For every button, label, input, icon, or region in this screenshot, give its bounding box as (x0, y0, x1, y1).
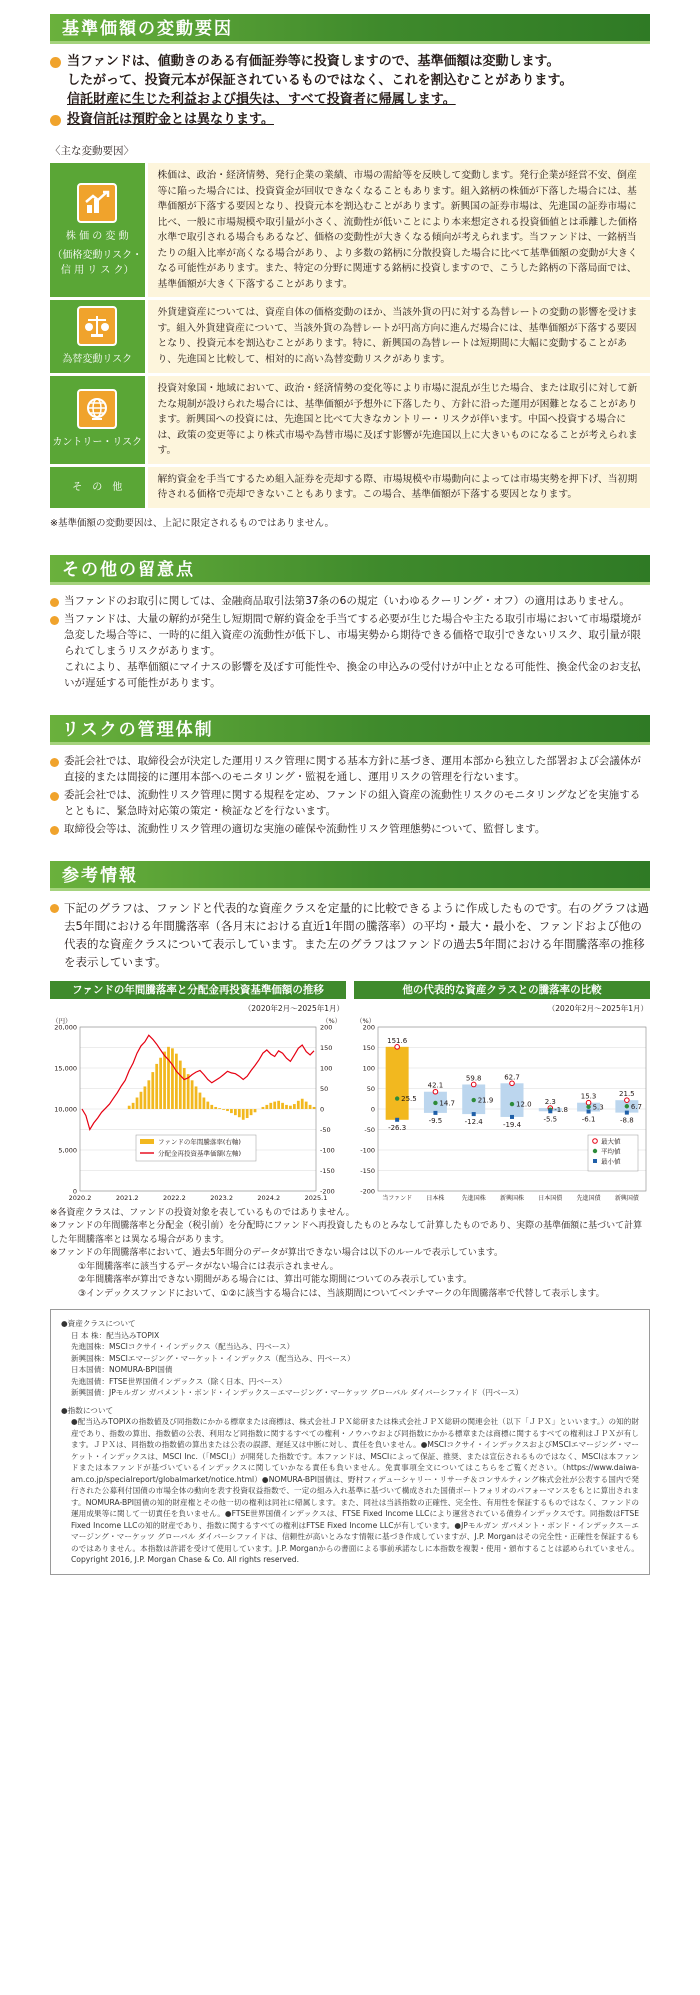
y-tick-left: 0 (72, 1187, 77, 1195)
return-bar (132, 1102, 135, 1108)
return-bar (309, 1104, 312, 1108)
avg-label: 12.0 (516, 1100, 532, 1109)
globe-icon (77, 389, 117, 429)
avg-label: -1.8 (554, 1105, 568, 1114)
y-tick: -100 (360, 1146, 375, 1154)
bullet-cooling-off: 当ファンドのお取引に関しては、金融商品取引法第37条の6の規定（いわゆるクーリング・オフ）の適用はありません。 (50, 593, 650, 609)
avg-label: 21.9 (477, 1096, 494, 1105)
return-bar (183, 1068, 186, 1109)
max-marker (433, 1089, 438, 1094)
y-tick-left: 5,000 (58, 1146, 77, 1154)
max-marker (586, 1100, 591, 1105)
y-tick-right: 50 (320, 1084, 329, 1093)
return-bar (179, 1060, 182, 1108)
x-tick-label: 2024.2 (257, 1193, 281, 1201)
return-bar (238, 1109, 241, 1117)
max-label: 21.5 (619, 1089, 635, 1098)
min-label: -19.4 (502, 1120, 522, 1129)
section-title: リスクの管理体制 (62, 719, 214, 740)
max-marker (471, 1082, 476, 1087)
return-bar (144, 1086, 147, 1109)
legend-swatch-min (593, 1159, 597, 1163)
return-bar (250, 1109, 253, 1115)
return-bar (136, 1097, 139, 1108)
chart-period: （2020年2月～2025年1月） (547, 1003, 648, 1013)
return-bar (234, 1109, 237, 1115)
section-title: 基準価額の変動要因 (62, 19, 233, 39)
avg-marker (395, 1096, 399, 1100)
max-label: 151.6 (387, 1036, 408, 1045)
chart-title: ファンドの年間騰落率と分配金再投資基準価額の推移 (50, 981, 346, 999)
max-marker (395, 1044, 400, 1049)
bullet-risk-2: 委託会社では、流動性リスク管理に関する規程を定め、ファンドの組入資産の流動性リスクのモニタリングなどを実施するとともに、緊急時対応策の策定・検証などを行ないます。 (50, 787, 650, 819)
section-header-risk-management (50, 715, 650, 745)
return-bar (155, 1063, 158, 1108)
subhead-main-factors: 〈主な変動要因〉 (50, 145, 134, 157)
y-tick: 100 (362, 1064, 375, 1072)
return-bar (273, 1101, 276, 1108)
fund-chart-svg (50, 1015, 346, 1201)
category-label: 当ファンド (382, 1194, 413, 1201)
section-header-other-notes (50, 555, 650, 585)
chart-fund (50, 981, 346, 1201)
bullet-liquidity: 当ファンドは、大量の解約が発生し短期間で解約資金を手当てする必要が生じた場合や主たる取引市場において市場環境が急変した場合等に、一時的に組入資産の流動性が低下し、市場実勢から期待できる価格で取引できないリスク、取引量が限られてしまうリスクがあります。 これにより、基準価額にマイナスの影響を及ぼす可能性や、換金の申込みの受付けが中止となる可能性、換金代金のお支払いが遅延する可能性があります。 (50, 611, 650, 691)
note-factors: ※基準価額の変動要因は、上記に限定されるものではありません。 (50, 517, 335, 529)
return-bar (293, 1104, 296, 1109)
max-label: 62.7 (504, 1072, 520, 1081)
avg-label: 25.5 (401, 1094, 417, 1103)
legend-swatch-max (593, 1138, 598, 1143)
return-bar (163, 1051, 166, 1108)
risk-row-fx: 為替変動リスク 外貨建資産については、資産自体の価格変動のほか、当該外貨の円に対する為替レートの変動の影響を受けます。組入外貨建資産について、当該外貨の為替レートが円高方向に進んだ場合には、基準価額が下落する要因となり、投資元本を割込むことがあります。特に、新興国の為替レートは短期間に大幅に変動することがあり、先進国と比較して、相対的に高い為替変動リスクがあります。 (50, 299, 650, 375)
max-marker (510, 1080, 515, 1085)
return-bar (262, 1106, 265, 1108)
chart-comparison (354, 981, 650, 1201)
return-bar (187, 1074, 190, 1109)
return-bar (218, 1108, 221, 1109)
return-bar (195, 1086, 198, 1109)
legend-label-max: 最大値 (601, 1137, 621, 1145)
risk-row-stock: 株 価 の 変 動 （価格変動リスク・ 信 用 リ ス ク） 株価は、政治・経済情勢、発行企業の業績、市場の需給等を反映して変動します。発行企業が経営不安、倒産等に陥った場合には、投資資金が回収できなくなることもあります。組入銘柄の株価が下落した場合には、基準価額が下落する要因となり、投資元本を割込むことがあります。新興国の証券市場は、先進国の証券市場に比べ、一般に市場規模や取引量が小さく、流動性が低いことにより本来想定される投資価値とは乖離した価格水準で取引される場合もあるなど、価格の変動性が大きくなる傾向が考えられます。当ファンドは、一銘柄当たりの組入比率が高くなる場合があり、より多数の銘柄に分散投資した場合に比べて基準価額の変動が大きくなる可能性があります。また、特定の分野に関連する銘柄に投資しますので、こうした銘柄の下落局面では、基準価額が大きく下落することがあります。 (50, 163, 650, 299)
return-bar (159, 1057, 162, 1108)
currency-scale-icon (77, 306, 117, 346)
return-bar (254, 1109, 257, 1112)
min-marker (433, 1110, 437, 1114)
avg-label: 14.7 (439, 1098, 456, 1107)
legend-swatch-avg (593, 1148, 597, 1152)
legend-swatch-bar (140, 1139, 154, 1144)
section-header-price-factors (50, 14, 650, 44)
return-bar (206, 1101, 209, 1108)
min-marker (395, 1117, 399, 1121)
min-label: -9.5 (428, 1116, 443, 1125)
min-marker (625, 1110, 629, 1114)
section-title: 参考情報 (62, 865, 138, 886)
return-bar (175, 1053, 178, 1108)
bullet-price-volatility: 当ファンドは、値動きのある有価証券等に投資しますので、基準価額は変動します。 したがって、投資元本が保証されているものではなく、これを割込むことがあります。 信託財産に生じた利益および損失は、すべて投資者に帰属します。 (50, 52, 650, 109)
chart-title: 他の代表的な資産クラスとの騰落率の比較 (354, 981, 650, 999)
return-bar (214, 1106, 217, 1108)
return-bar (281, 1102, 284, 1108)
bullet-risk-3: 取締役会等は、流動性リスク管理の適切な実施の確保や流動性リスク管理態勢について、監督します。 (50, 821, 650, 837)
avg-marker (586, 1104, 590, 1108)
index-info-box: ●資産クラスについて 日 本 株：配当込みTOPIX 先進国株：MSCIコクサイ・インデックス（配当込み、円ベース） 新興国株：MSCIエマージング・マーケット・インデックス（配当込み、円ベース） 日本国債：NOMURA-BPI国債 先進国債：FTSE世界国債インデックス（除く日本、円ベース） 新興国債：JPモルガン ガバメント・ボンド・インデックス－エマージング・マーケッツ グローバル ダイバーシファイド（円ベース） ●指数について ●配当込みTOPIXの指数値及び同指数にかかる標章または商標は、株式会社ＪＰＸ総研または株式会社ＪＰＸ総研の関連会社（以下「ＪＰＸ」といいます。）の知的財産であり、指数の算出、指数値の公表、利用など同指数に関するすべての権利・ノウハウおよび同指数にかかる標章または商標に関するすべての権利はＪＰＸが有します。ＪＰＸは、同指数の指数値の算出または公表の誤謬、遅延又は中断に対し、責任を負いません。●MSCIコクサイ・インデックスおよびMSCIエマージング・マーケット・インデックスは、MSCI Inc.（「MSCI」）が開発した指数です。本ファンドは、MSCIによって保証、推奨、または宣伝されるものではなく、MSCIは本ファンドまたは本ファンドが基づいているインデックスに関していかなる責任も負いません。免責事項全文についてはこちらをご覧ください。（https://www.daiwa-am.co.jp/specialreport/globalmarket/notice.html）●NOMURA-BPI国債は、野村フィデューシャリー・リサーチ＆コンサルティング株式会社が公表する国内で発行された公募利付国債の市場全体の動向を表す投資収益指数で、一定の組み入れ基準に基づいて構成された国債ポートフォリオのパフォーマンスをもとに算出されます。NOMURA-BPI国債の知的財産権とその他一切の権利は同社に帰属します。また、同社は当該指数の正確性、完全性、有用性を保証するものではなく、ファンドの運用成果等に関して一切責任を負いません。●FTSE世界国債インデックスは、FTSE Fixed Income LLCにより運営されている債券インデックスです。同指数はFTSE Fixed Income LLCの知的財産であり、指数に関するすべての権利はFTSE Fixed Income LLCが有しています。●JPモルガン ガバメント・ボンド・インデックス－エマージング・マーケッツ グローバル ダイバーシファイドは、信頼性が高いとみなす情報に基づき作成していますが、J.P. Morganはその完全性・正確性を保証するものではありません。本指数は許諾を受けて使用しています。J.P. Morganからの書面による事前承諾なしに本指数を複製・使用・頒布することは認められていません。Copyright 2016, J.P. Morgan Chase & Co. All rights reserved. (50, 1309, 650, 1575)
return-bar (191, 1080, 194, 1109)
return-bar (269, 1102, 272, 1108)
return-bar (313, 1106, 316, 1108)
y-tick: -50 (364, 1125, 375, 1134)
y-tick-right: -100 (320, 1146, 335, 1154)
y-tick: 0 (370, 1105, 375, 1113)
y-tick-left: 15,000 (54, 1064, 77, 1072)
min-marker (587, 1109, 591, 1113)
return-bar (230, 1109, 233, 1113)
avg-marker (510, 1101, 514, 1105)
y-tick-right: 150 (320, 1043, 333, 1052)
x-tick-label: 2020.2 (68, 1193, 92, 1201)
return-bar (147, 1080, 150, 1109)
y-tick: -150 (360, 1166, 375, 1175)
charts-row (50, 981, 650, 1201)
return-bar (151, 1072, 154, 1109)
y-tick: 200 (362, 1023, 375, 1031)
y-tick-right: 100 (320, 1064, 333, 1072)
y-unit-right: （%） (322, 1016, 342, 1025)
max-marker (625, 1097, 630, 1102)
risk-row-other: そ の 他 解約資金を手当てするため組入証券を売却する際、市場規模や市場動向によっては市場実勢を押下げ、当初期待される価格で売却できないこともあります。この場合、基準価額が下落する要因となります。 (50, 465, 650, 509)
return-bar (305, 1101, 308, 1108)
return-bar (285, 1104, 288, 1108)
y-unit: （%） (356, 1016, 376, 1025)
category-label: 先進国株 (461, 1194, 486, 1201)
comparison-chart-svg (354, 1015, 650, 1201)
category-label: 新興国債 (614, 1194, 639, 1201)
y-tick-right: 0 (320, 1105, 325, 1113)
category-label: 日本株 (426, 1194, 445, 1201)
bullet-reference: 下記のグラフは、ファンドと代表的な資産クラスを定量的に比較できるように作成したものです。右のグラフは過去5年間における年間騰落率（各月末における直近1年間の騰落率）の平均・最大・最小を、ファンドおよび他の代表的な資産クラスについて表示しています。また左のグラフはファンドの過去5年間における年間騰落率の推移を表示しています。 (50, 899, 650, 971)
legend-label-bar: ファンドの年間騰落率(右軸) (158, 1137, 241, 1146)
max-label: 2.3 (544, 1097, 556, 1106)
risk-factor-table (50, 163, 650, 511)
category-label: 日本国債 (538, 1194, 563, 1201)
bullet-not-deposit: 投資信託は預貯金とは異なります。 (50, 110, 650, 129)
return-bar (226, 1109, 229, 1111)
x-tick-label: 2025.1 (304, 1193, 328, 1201)
return-bar (277, 1100, 280, 1108)
legend-label-min: 最小値 (601, 1157, 621, 1165)
legend-label-avg: 平均値 (601, 1147, 621, 1155)
return-bar (301, 1098, 304, 1108)
x-tick-label: 2021.2 (115, 1193, 139, 1201)
y-tick: -200 (360, 1187, 375, 1195)
avg-marker (433, 1100, 437, 1104)
category-label: 新興国株 (499, 1194, 525, 1201)
return-bar (171, 1048, 174, 1109)
return-bar (167, 1046, 170, 1108)
max-label: 15.3 (580, 1092, 597, 1101)
max-label: 59.8 (465, 1073, 482, 1082)
y-tick-left: 20,000 (54, 1023, 77, 1031)
legend-label-line: 分配金再投資基準価額(左軸) (158, 1149, 242, 1157)
avg-marker (472, 1097, 476, 1101)
y-tick-right: -150 (320, 1166, 335, 1175)
return-bar (289, 1105, 292, 1108)
y-tick-left: 10,000 (54, 1105, 77, 1113)
risk-row-country: カントリー・リスク 投資対象国・地域において、政治・経済情勢の変化等により市場に混乱が生じた場合、または取引に対して新たな規制が設けられた場合には、基準価額が予想外に下落したり、方針に沿った運用が困難となることがあります。新興国への投資には、先進国と比べて大きなカントリー・リスクが伴います。中国へ投資する場合には、政策の変更等により株式市場や為替市場に及ぼす影響が先進国以上に大きいものになることが考えられます。 (50, 375, 650, 466)
return-bar (199, 1092, 202, 1108)
category-label: 先進国債 (576, 1194, 601, 1201)
chart-notes: ※各資産クラスは、ファンドの投資対象を表しているものではありません。 ※ファンドの年間騰落率と分配金（税引前）を分配時にファンドへ再投資したものとみなして計算したものであり、実際の基準価額に基づいて計算した年間騰落率とは異なる場合があります。 ※ファンドの年間騰落率において、過去5年間分のデータが算出できない場合は以下のルールで表示しています。 ①年間騰落率に該当するデータがない場合には表示されません。 ②年間騰落率が算出できない期間がある場合には、算出可能な期間についてのみ表示しています。 ③インデックスファンドにおいて、①②に該当する場合には、当該期間についてベンチマークの年間騰落率で代替して表示します。 (50, 1207, 643, 1299)
min-label: -5.5 (543, 1114, 558, 1123)
return-bar (222, 1109, 225, 1110)
max-label: 42.1 (427, 1081, 444, 1090)
range-bar (386, 1046, 409, 1119)
x-tick-label: 2022.2 (163, 1193, 186, 1201)
avg-marker (625, 1104, 629, 1108)
chart-period: （2020年2月～2025年1月） (243, 1003, 344, 1013)
stock-chart-icon (77, 183, 117, 223)
return-bar (246, 1109, 249, 1118)
return-bar (140, 1091, 143, 1108)
section-title: その他の留意点 (62, 559, 195, 580)
min-label: -6.1 (581, 1115, 596, 1124)
y-tick-right: -50 (320, 1125, 331, 1134)
return-bar (297, 1100, 300, 1108)
nav-line (82, 1035, 314, 1129)
min-marker (510, 1114, 514, 1118)
y-tick: 150 (362, 1043, 375, 1052)
return-bar (242, 1109, 245, 1120)
return-bar (203, 1097, 206, 1108)
section-header-reference (50, 861, 650, 891)
min-label: -12.4 (464, 1117, 483, 1126)
y-tick: 50 (366, 1084, 375, 1093)
avg-label: 5.3 (592, 1102, 604, 1111)
min-label: -8.8 (620, 1116, 634, 1125)
avg-label: 6.7 (630, 1102, 642, 1111)
min-label: -26.3 (388, 1123, 407, 1132)
y-tick-right: -200 (320, 1187, 335, 1195)
y-tick-right: 200 (320, 1023, 333, 1031)
min-marker (472, 1112, 476, 1116)
return-bar (210, 1104, 213, 1108)
min-marker (548, 1109, 552, 1113)
return-bar (265, 1104, 268, 1108)
return-bar (128, 1105, 131, 1108)
y-unit-left: （円） (52, 1016, 72, 1025)
x-tick-label: 2023.2 (210, 1193, 233, 1201)
bullet-risk-1: 委託会社では、取締役会が決定した運用リスク管理に関する基本方針に基づき、運用本部から独立した部署および会議体が直接的または間接的に運用本部へのモニタリング・監視を通し、運用リスクの管理を行ないます。 (50, 753, 650, 785)
